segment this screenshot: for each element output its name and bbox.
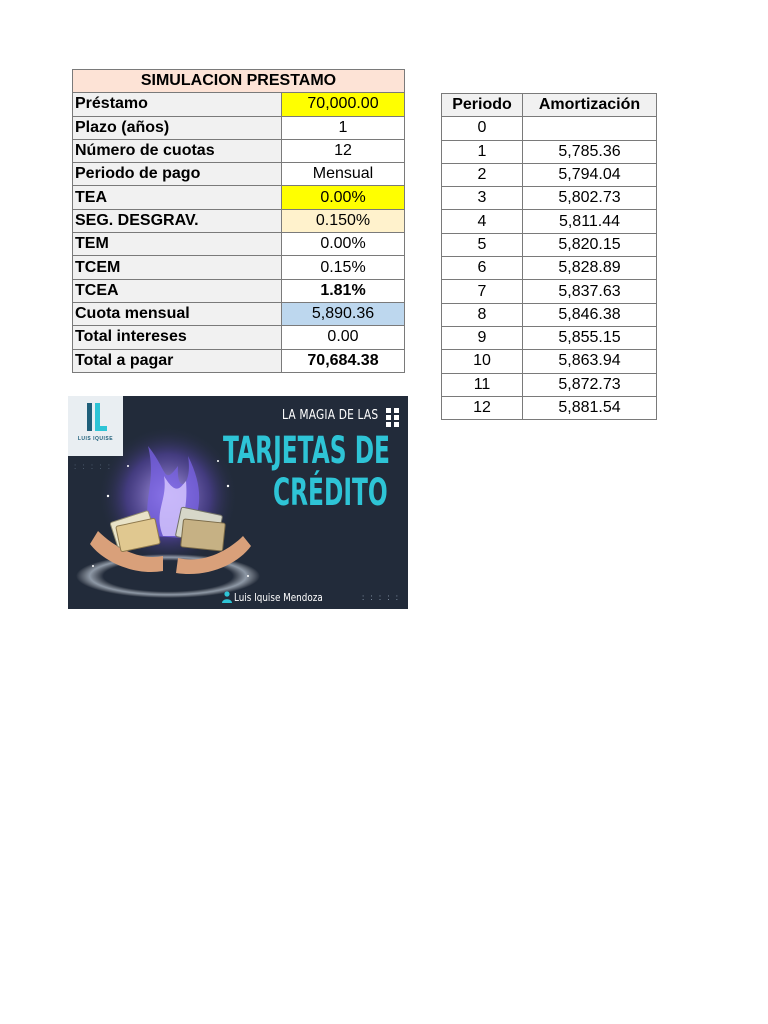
total-payment-cell[interactable]: 70,684.38 [282, 349, 405, 372]
table-row [73, 209, 405, 232]
period-cell[interactable]: 4 [442, 210, 523, 233]
table-row [442, 303, 657, 326]
banner-title-line1: TARJETAS DE [223, 429, 390, 472]
amortization-cell[interactable]: 5,802.73 [523, 187, 657, 210]
dots-decoration: : : : : : [361, 593, 400, 602]
period-cell[interactable]: 1 [442, 140, 523, 163]
period-cell[interactable]: 6 [442, 257, 523, 280]
table-row [442, 187, 657, 210]
installments-cell[interactable]: 12 [282, 139, 405, 162]
tea-cell[interactable]: 0.00% [282, 186, 405, 209]
table-row [442, 396, 657, 419]
table-row [73, 93, 405, 116]
table-row [442, 280, 657, 303]
amortization-table [441, 93, 657, 420]
table-row [442, 140, 657, 163]
banner-author: Luis Iquise Mendoza [234, 591, 323, 604]
amortization-cell[interactable]: 5,855.15 [523, 326, 657, 349]
amortization-cell[interactable]: 5,820.15 [523, 233, 657, 256]
table-row [73, 279, 405, 302]
period-cell[interactable]: 7 [442, 280, 523, 303]
term-years-cell[interactable]: 1 [282, 116, 405, 139]
period-cell[interactable]: 8 [442, 303, 523, 326]
amortization-cell[interactable]: 5,811.44 [523, 210, 657, 233]
amortization-cell[interactable]: 5,828.89 [523, 257, 657, 280]
amortization-cell[interactable]: 5,846.38 [523, 303, 657, 326]
insurance-cell[interactable]: 0.150% [282, 209, 405, 232]
monthly-quota-cell[interactable]: 5,890.36 [282, 302, 405, 325]
row-label: TEA [73, 186, 282, 209]
amortization-cell[interactable]: 5,794.04 [523, 163, 657, 186]
table-row [73, 326, 405, 349]
table-row [73, 233, 405, 256]
period-cell[interactable]: 9 [442, 326, 523, 349]
row-label: Total a pagar [73, 349, 282, 372]
row-label: Préstamo [73, 93, 282, 116]
period-cell[interactable]: 2 [442, 163, 523, 186]
table-row [442, 163, 657, 186]
table-row [442, 350, 657, 373]
table-row [73, 302, 405, 325]
tcea-cell[interactable]: 1.81% [282, 279, 405, 302]
amortization-cell[interactable]: 5,881.54 [523, 396, 657, 419]
table-row [442, 326, 657, 349]
table-row [442, 117, 657, 140]
period-cell[interactable]: 12 [442, 396, 523, 419]
dots-decoration: : : : : : [74, 462, 113, 471]
total-interest-cell[interactable]: 0.00 [282, 326, 405, 349]
amortization-cell[interactable]: 5,872.73 [523, 373, 657, 396]
period-cell[interactable]: 11 [442, 373, 523, 396]
period-cell[interactable]: 5 [442, 233, 523, 256]
brand-logo [68, 396, 123, 456]
row-label: Periodo de pago [73, 163, 282, 186]
person-icon [222, 591, 232, 603]
table-title: SIMULACION PRESTAMO [73, 70, 405, 93]
row-label: TCEM [73, 256, 282, 279]
loan-amount-cell[interactable]: 70,000.00 [282, 93, 405, 116]
table-row [73, 139, 405, 162]
table-row [442, 257, 657, 280]
period-cell[interactable]: 10 [442, 350, 523, 373]
banner-pretitle: LA MAGIA DE LAS [282, 408, 379, 423]
table-row [73, 116, 405, 139]
period-cell[interactable]: 3 [442, 187, 523, 210]
amortization-cell[interactable] [523, 117, 657, 140]
amortization-cell[interactable]: 5,863.94 [523, 350, 657, 373]
row-label: Plazo (años) [73, 116, 282, 139]
row-label: SEG. DESGRAV. [73, 209, 282, 232]
table-row [73, 163, 405, 186]
loan-simulation-table [72, 69, 405, 373]
table-title-row [73, 70, 405, 93]
table-row [442, 233, 657, 256]
tem-cell[interactable]: 0.00% [282, 233, 405, 256]
table-row [442, 373, 657, 396]
tcem-cell[interactable]: 0.15% [282, 256, 405, 279]
banner-title-line2: CRÉDITO [273, 471, 388, 514]
table-row [73, 256, 405, 279]
table-row [73, 349, 405, 372]
course-banner-image[interactable] [68, 396, 408, 609]
payment-period-cell[interactable]: Mensual [282, 163, 405, 186]
amortization-cell[interactable]: 5,785.36 [523, 140, 657, 163]
grid-icon [386, 408, 400, 428]
table-header-row [442, 94, 657, 117]
row-label: TEM [73, 233, 282, 256]
brand-logo-mark [68, 400, 123, 434]
row-label: Número de cuotas [73, 139, 282, 162]
row-label: Total intereses [73, 326, 282, 349]
row-label: TCEA [73, 279, 282, 302]
brand-name: LUIS IQUISE [77, 436, 114, 442]
table-row [73, 186, 405, 209]
column-header-amortization: Amortización [523, 94, 657, 117]
period-cell[interactable]: 0 [442, 117, 523, 140]
row-label: Cuota mensual [73, 302, 282, 325]
amortization-cell[interactable]: 5,837.63 [523, 280, 657, 303]
column-header-period: Periodo [442, 94, 523, 117]
table-row [442, 210, 657, 233]
